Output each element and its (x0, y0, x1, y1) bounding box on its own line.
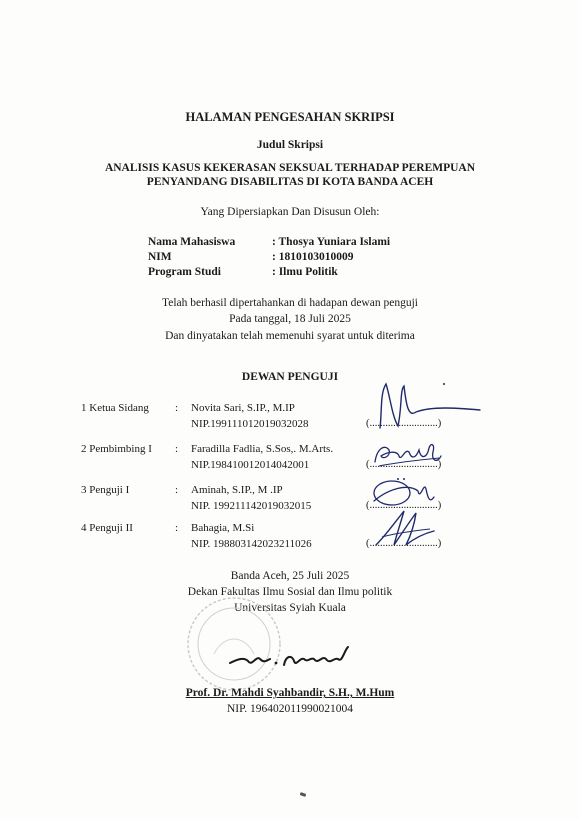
signature-line: (..........................) (366, 500, 442, 511)
examiner-nip: NIP. 198803142023211026 (191, 538, 312, 550)
examiner-role: 4 Penguji II (81, 522, 133, 534)
prepared-by-text: Yang Dipersiapkan Dan Disusun Oleh: (200, 206, 380, 218)
signature-line: (..........................) (366, 538, 442, 549)
defense-statement-2: Dan dinyatakan telah memenuhi syarat untuk diterima (165, 330, 415, 342)
examiner-colon: : (175, 484, 179, 496)
examiner-name: Aminah, S.IP., M .IP (191, 484, 283, 496)
examiner-role: 3 Penguji I (81, 484, 130, 496)
examiner-colon: : (175, 402, 179, 414)
examiner-name: Novita Sari, S.IP., M.IP (191, 402, 295, 414)
page-title: HALAMAN PENGESAHAN SKRIPSI (185, 110, 395, 124)
thesis-title-label: Judul Skripsi (256, 139, 324, 151)
study-program-label: Program Studi (148, 266, 221, 278)
defense-statement-1: Telah berhasil dipertahankan di hadapan dewan penguji (162, 297, 418, 309)
thesis-title-line-2: PENYANDANG DISABILITAS DI KOTA BANDA ACEH (146, 176, 434, 188)
signature-line: (..........................) (366, 418, 442, 429)
examiner-colon: : (175, 522, 179, 534)
student-name-value: : Thosya Yuniara Islami (272, 236, 391, 248)
examiner-name: Faradilla Fadlia, S.Sos,. M.Arts. (191, 443, 334, 455)
student-nim-label: NIM (148, 251, 172, 263)
chair-signature-icon (372, 378, 482, 438)
examiner-nip: NIP.199111012019032028 (191, 418, 309, 430)
examiner-colon: : (175, 443, 179, 455)
study-program-value: : Ilmu Politik (272, 266, 338, 278)
university-name: Universitas Syiah Kuala (234, 602, 346, 614)
dean-name: Prof. Dr. Mahdi Syahbandir, S.H., M.Hum (185, 687, 395, 699)
examiner-name: Bahagia, M.Si (191, 522, 255, 534)
examiner-nip: NIP.198410012014042001 (191, 459, 310, 471)
dean-title: Dekan Fakultas Ilmu Sosial dan Ilmu politik (187, 586, 393, 598)
examiner-role: 2 Pembimbing I (81, 443, 152, 455)
dean-signature-icon (226, 637, 356, 677)
signature-line: (..........................) (366, 459, 442, 470)
defense-date: Pada tanggal, 18 Juli 2025 (229, 313, 351, 325)
examiner-role: 1 Ketua Sidang (81, 402, 149, 414)
place-date: Banda Aceh, 25 Juli 2025 (230, 570, 350, 582)
student-name-label: Nama Mahasiswa (148, 236, 236, 248)
thesis-title-line-1: ANALISIS KASUS KEKERASAN SEKSUAL TERHADAP PEREMPUAN (104, 162, 476, 174)
examiner-2-signature-icon (372, 507, 442, 549)
paper-speck (300, 792, 307, 797)
examiner-nip: NIP. 199211142019032015 (191, 500, 312, 512)
board-heading: DEWAN PENGUJI (241, 371, 339, 383)
dean-nip: NIP. 196402011990021004 (226, 703, 354, 715)
advisor-signature-icon (369, 438, 449, 472)
student-nim-value: : 1810103010009 (272, 251, 354, 263)
